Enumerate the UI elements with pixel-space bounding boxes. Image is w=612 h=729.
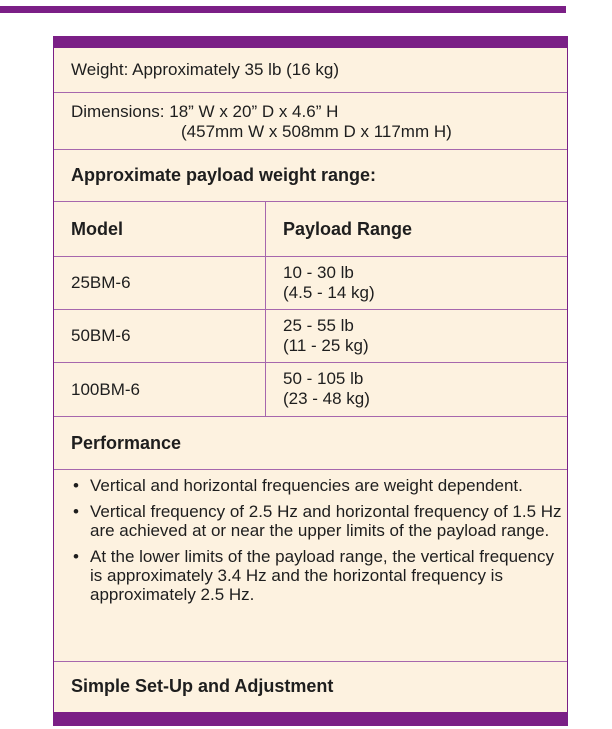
table-row: [54, 310, 567, 363]
bullet-text: Vertical frequency of 2.5 Hz and horizontal frequency of 1.5 Hz are achieved at or near the upper limits of the payload range.: [90, 502, 562, 540]
bullet-icon: •: [73, 547, 79, 566]
bullet-text: At the lower limits of the payload range, the vertical frequency is approximately 3.4 Hz and the horizontal frequency is approximately 2.5 Hz.: [90, 547, 554, 604]
table-row: [54, 257, 567, 310]
weight-row: [54, 48, 567, 93]
range-kg-cell: (11 - 25 kg): [283, 336, 369, 355]
model-cell: 50BM-6: [71, 326, 131, 345]
payload-heading: Approximate payload weight range:: [71, 165, 377, 185]
column-header-model: Model: [71, 219, 123, 239]
weight-text: Weight: Approximately 35 lb (16 kg): [71, 60, 340, 79]
performance-bullets-row: [54, 470, 567, 662]
list-item: [72, 502, 562, 540]
bullet-icon: •: [73, 476, 79, 495]
bullet-icon: •: [73, 502, 79, 521]
model-cell: 100BM-6: [71, 380, 140, 399]
table-row: [54, 363, 567, 417]
table-header-row: [54, 202, 567, 257]
performance-bullet-list: [72, 476, 562, 611]
range-lb-cell: 50 - 105 lb: [283, 369, 364, 388]
range-kg-cell: (23 - 48 kg): [283, 389, 370, 408]
performance-heading: Performance: [71, 433, 182, 453]
column-header-payload-range: Payload Range: [283, 219, 413, 239]
list-item: [72, 476, 562, 495]
setup-heading: Simple Set-Up and Adjustment: [71, 676, 334, 696]
list-item: [72, 547, 562, 604]
range-lb-cell: 25 - 55 lb: [283, 316, 354, 335]
model-cell: 25BM-6: [71, 273, 131, 292]
range-kg-cell: (4.5 - 14 kg): [283, 283, 375, 302]
table-column-divider: [265, 202, 266, 417]
card-top-band: [53, 36, 568, 48]
dimensions-line-2: (457mm W x 508mm D x 117mm H): [181, 122, 452, 141]
dimensions-line-1: Dimensions: 18” W x 20” D x 4.6” H: [71, 102, 339, 121]
dimensions-row: [54, 93, 567, 150]
performance-heading-row: [54, 417, 567, 470]
top-accent-bar: [0, 6, 566, 13]
card-bottom-band: [53, 712, 568, 726]
setup-heading-row: [54, 662, 567, 712]
range-lb-cell: 10 - 30 lb: [283, 263, 354, 282]
spec-card: [53, 36, 568, 726]
bullet-text: Vertical and horizontal frequencies are weight dependent.: [90, 476, 523, 495]
payload-heading-row: [54, 150, 567, 202]
